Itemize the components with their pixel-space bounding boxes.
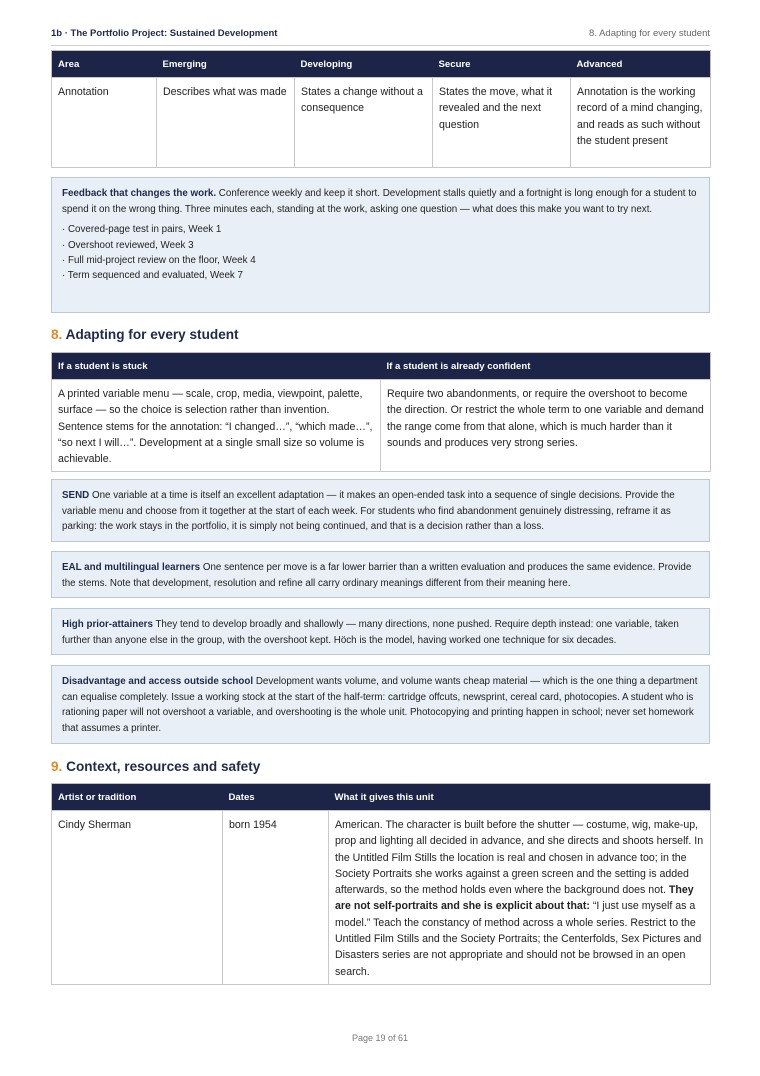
callout-text: One sentence per move is a far lower barrier than a written evaluation and produces the same evidence. Provide the stems. Note that development, resolution and refine all carry ordinary meanings different from their meaning here. [62, 562, 692, 589]
cell-area: Annotation [52, 78, 157, 168]
col-header-advanced: Advanced [571, 51, 711, 78]
send-callout [51, 479, 710, 542]
list-item: · Overshoot reviewed, Week 3 [62, 239, 194, 251]
cell-artist: Cindy Sherman [52, 811, 223, 985]
section-title: Adapting for every student [65, 327, 239, 342]
rubric-table [51, 50, 711, 168]
running-header [51, 27, 710, 46]
callout-text: One variable at a time is itself an excellent adaptation — it makes an open-ended task into a sequence of single decisions. Provide the variable menu and choose from it together at the start of each week. For students who find abandonment genuinely distressing, reframe it as parking: the work stays in the portfolio, it is simply not being continued, and that is a decision rather than a loss. [62, 490, 675, 533]
callout-lead: High prior-attainers [62, 619, 153, 630]
cell-secure: States the move, what it revealed and the next question [433, 78, 571, 168]
callout-lead: Disadvantage and access outside school [62, 676, 254, 687]
cell-dates: born 1954 [223, 811, 329, 985]
context-header-row [52, 784, 711, 811]
callout-lead: EAL and multilingual learners [62, 562, 201, 573]
cell-stuck: A printed variable menu — scale, crop, media, viewpoint, palette, surface — so the choice is selection rather than invention. Sentence stems for the annotation: “I changed…”, “which made…”, “so next I will…”. Development at a single small size so volume is achievable. [52, 380, 381, 472]
section-title: Context, resources and safety [66, 759, 261, 774]
list-item: · Term sequenced and evaluated, Week 7 [62, 270, 243, 282]
section-number: 9. [51, 759, 63, 774]
table-row [52, 78, 711, 168]
context-table [51, 783, 711, 985]
section-number: 8. [51, 327, 63, 342]
col-header-confident: If a student is already confident [381, 353, 711, 380]
list-item: · Covered-page test in pairs, Week 1 [62, 224, 222, 236]
col-header-artist: Artist or tradition [52, 784, 223, 811]
col-header-area: Area [52, 51, 157, 78]
cell-description [329, 811, 711, 985]
adaptation-header-row [52, 353, 711, 380]
table-row [52, 380, 711, 472]
col-header-emerging: Emerging [157, 51, 295, 78]
feedback-callout [51, 177, 710, 313]
cell-developing: States a change without a consequence [295, 78, 433, 168]
col-header-stuck: If a student is stuck [52, 353, 381, 380]
cell-confident: Require two abandonments, or require the overshoot to become the direction. Or restrict the whole term to one variable and demand the range come from that alone, which is much harder than it sounds and produces very strong series. [381, 380, 711, 472]
eal-callout [51, 551, 710, 598]
callout-lead: Feedback that changes the work. [62, 188, 217, 199]
list-item: · Full mid-project review on the floor, Week 4 [62, 255, 256, 266]
description-text: “I just use myself as a model.” Teach the constancy of method across a whole series. Restrict to the Untitled Film Stills and the Society Portraits; the Centerfolds, Sex Pictures and Disasters series are not appropriate and should not be browsed in an open search. [335, 900, 702, 978]
description-emphasis: They are not self-portraits and she is explicit about that: [335, 884, 694, 913]
section-heading-9 [51, 759, 260, 774]
col-header-developing: Developing [295, 51, 433, 78]
col-header-gives: What it gives this unit [329, 784, 711, 811]
col-header-secure: Secure [433, 51, 571, 78]
rubric-header-row [52, 51, 711, 78]
disadvantage-callout [51, 665, 710, 744]
callout-lead: SEND [62, 490, 90, 501]
table-row [52, 811, 711, 985]
section-heading-8 [51, 327, 239, 342]
adaptation-table [51, 352, 711, 472]
cell-emerging: Describes what was made [157, 78, 295, 168]
document-title: 1b · The Portfolio Project: Sustained Development [51, 28, 278, 39]
section-indicator: 8. Adapting for every student [589, 28, 710, 39]
callout-text: They tend to develop broadly and shallowly — many directions, none pushed. Require depth instead: one variable, taken further than anyone else in the group, with the overshoot kept. Höch is the model, having worked one technique for six decades. [62, 619, 679, 646]
description-text: American. The character is built before the shutter — costume, wig, make-up, prop and lighting all decided in advance, and she directs and shoots herself. In the Untitled Film Stills the location is real and chosen in advance too; in the Society Portraits she works against a green screen and the setting is added afterwards, so the method holds even where the background does not. [335, 819, 704, 897]
cell-advanced: Annotation is the working record of a mind changing, and reads as such without the student present [571, 78, 711, 168]
callout-text: Development wants volume, and volume wants cheap material — which is the one thing a department can equalise completely. Issue a working stock at the start of the half-term: cartridge offcuts, newsprint, cereal card, photocopies. A student who is rationing paper will not overshoot a variable, and overshooting is the whole unit. Photocopying and printing happen in school; never set homework that assumes a printer. [62, 676, 698, 734]
col-header-dates: Dates [223, 784, 329, 811]
page-number: Page 19 of 61 [351, 1033, 409, 1043]
callout-text: Conference weekly and keep it short. Development stalls quietly and a fortnight is long enough for a student to spend it on the wrong thing. Three minutes each, standing at the work, asking one question — what does this make you want to try next. [62, 188, 697, 215]
high-attainers-callout [51, 608, 710, 655]
milestone-list [62, 222, 699, 284]
